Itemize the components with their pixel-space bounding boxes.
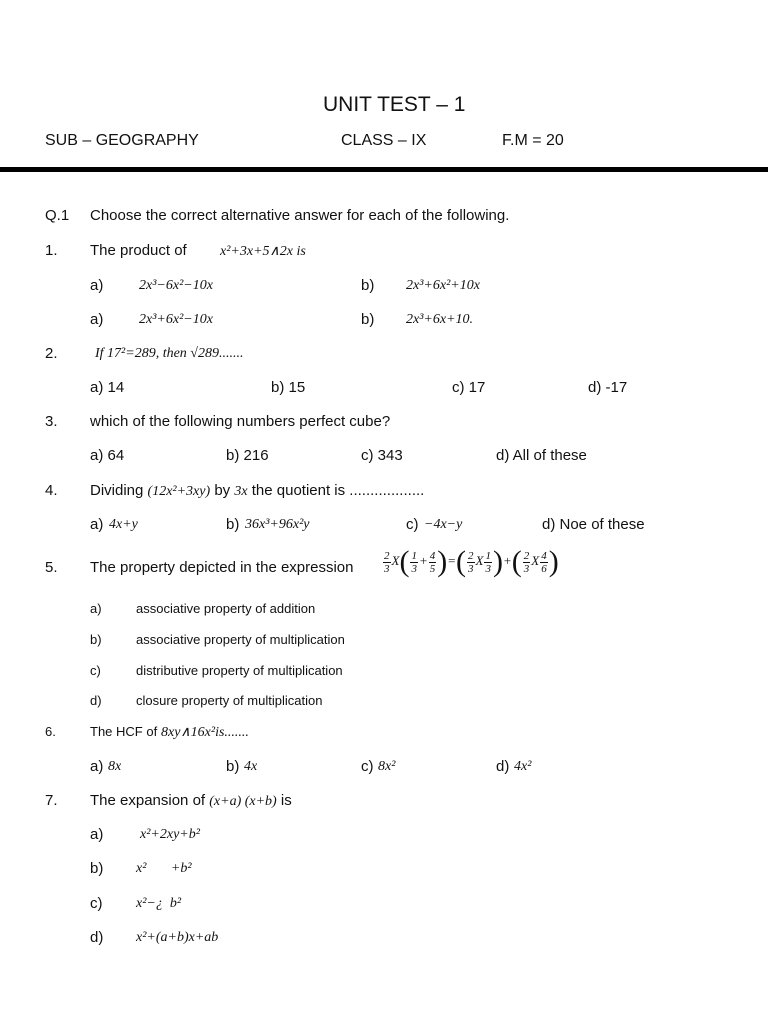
subject-label: SUB – GEOGRAPHY bbox=[45, 132, 199, 149]
question-text-part: is bbox=[280, 792, 292, 809]
option-label: c) bbox=[406, 516, 419, 533]
question-expression: 3x bbox=[234, 484, 248, 499]
option-label: a) bbox=[90, 826, 104, 843]
option-text: −4x−y bbox=[424, 517, 463, 532]
question-text: which of the following numbers perfect cube? bbox=[90, 413, 391, 430]
option-text: x²+(a+b)x+ab bbox=[136, 930, 219, 945]
option-text: 4x+y bbox=[109, 517, 138, 532]
option-text: c) 343 bbox=[361, 447, 403, 464]
question-text bbox=[90, 482, 424, 500]
option-text: 2x³+6x²−10x bbox=[139, 312, 213, 327]
question-number: 5. bbox=[45, 559, 58, 576]
question-text: The property depicted in the expression bbox=[90, 559, 354, 576]
question-number: 4. bbox=[45, 482, 58, 499]
option-text: closure property of multiplication bbox=[136, 693, 323, 708]
option-text: 8x bbox=[108, 759, 122, 774]
question-text: If 17²=289, then √289....... bbox=[95, 346, 244, 361]
option-label: b) bbox=[90, 632, 102, 647]
option-label: a) bbox=[90, 311, 104, 328]
option-text: d) -17 bbox=[588, 379, 628, 396]
option-text: associative property of multiplication bbox=[136, 632, 345, 647]
option-text: 2x³−6x²−10x bbox=[139, 278, 213, 293]
option-label: b) bbox=[90, 860, 104, 877]
option-text: b) 15 bbox=[271, 379, 306, 396]
question-number: 3. bbox=[45, 413, 58, 430]
option-text: x²−¿ b² bbox=[136, 896, 182, 911]
option-text: x² +b² bbox=[136, 861, 192, 876]
page-title: UNIT TEST – 1 bbox=[323, 93, 466, 116]
option-text: 36x³+96x²y bbox=[245, 517, 310, 532]
option-text: d) Noe of these bbox=[542, 516, 645, 533]
option-text: 4x bbox=[244, 759, 258, 774]
section-number: Q.1 bbox=[45, 207, 70, 224]
option-label: c) bbox=[90, 663, 101, 678]
property-expression: $\frac{2}{3}$ X( $\frac{1}{3}$ + $\frac{4}{5}$ )=( $\frac{2}{3}$ X $\frac{1}{3}$ )+( $\frac{2}{3}$ X $\frac{4}{6}$ ) bbox=[384, 545, 559, 578]
option-text: distributive property of multiplication bbox=[136, 663, 343, 678]
section-instruction: Choose the correct alternative answer for each of the following. bbox=[90, 207, 510, 224]
option-text: 4x² bbox=[514, 759, 532, 774]
option-text: a) 14 bbox=[90, 379, 125, 396]
option-label: d) bbox=[90, 693, 102, 708]
question-expression: (12x²+3xy) bbox=[147, 484, 211, 499]
question-text-part: by bbox=[214, 482, 231, 499]
option-label: a) bbox=[90, 516, 104, 533]
option-text: d) All of these bbox=[496, 447, 587, 464]
question-number: 7. bbox=[45, 792, 58, 809]
question-number: 2. bbox=[45, 345, 58, 362]
question-text bbox=[90, 792, 292, 810]
question-text-part: the quotient is .................. bbox=[251, 482, 425, 499]
option-label: c) bbox=[90, 895, 103, 912]
option-text: 8x² bbox=[378, 759, 396, 774]
option-text: 2x³+6x²+10x bbox=[406, 278, 480, 293]
question-text-part: Dividing bbox=[90, 482, 144, 499]
option-label: a) bbox=[90, 758, 104, 775]
option-label: b) bbox=[226, 516, 240, 533]
question-number: 1. bbox=[45, 242, 58, 259]
question-expression: (x+a) (x+b) bbox=[209, 794, 277, 809]
option-text: x²+2xy+b² bbox=[140, 827, 200, 842]
option-text: c) 17 bbox=[452, 379, 486, 396]
option-label: d) bbox=[90, 929, 104, 946]
header-divider bbox=[0, 167, 768, 172]
question-expression: x²+3x+5∧2x is bbox=[220, 244, 306, 259]
question-expression: 8xy∧16x²is....... bbox=[161, 725, 249, 740]
question-number: 6. bbox=[45, 724, 56, 739]
full-marks-label: F.M = 20 bbox=[502, 132, 564, 149]
class-label: CLASS – IX bbox=[341, 132, 427, 149]
option-label: b) bbox=[361, 277, 375, 294]
option-label: a) bbox=[90, 601, 102, 616]
option-text: a) 64 bbox=[90, 447, 125, 464]
option-text: associative property of addition bbox=[136, 601, 316, 616]
question-text: The HCF of bbox=[90, 724, 158, 739]
option-label: d) bbox=[496, 758, 510, 775]
option-text: 2x³+6x+10. bbox=[406, 312, 474, 327]
option-label: a) bbox=[90, 277, 104, 294]
question-text: The product of bbox=[90, 242, 187, 259]
option-text: b) 216 bbox=[226, 447, 269, 464]
option-label: b) bbox=[226, 758, 240, 775]
option-label: c) bbox=[361, 758, 374, 775]
question-text-part: The expansion of bbox=[90, 792, 206, 809]
option-label: b) bbox=[361, 311, 375, 328]
